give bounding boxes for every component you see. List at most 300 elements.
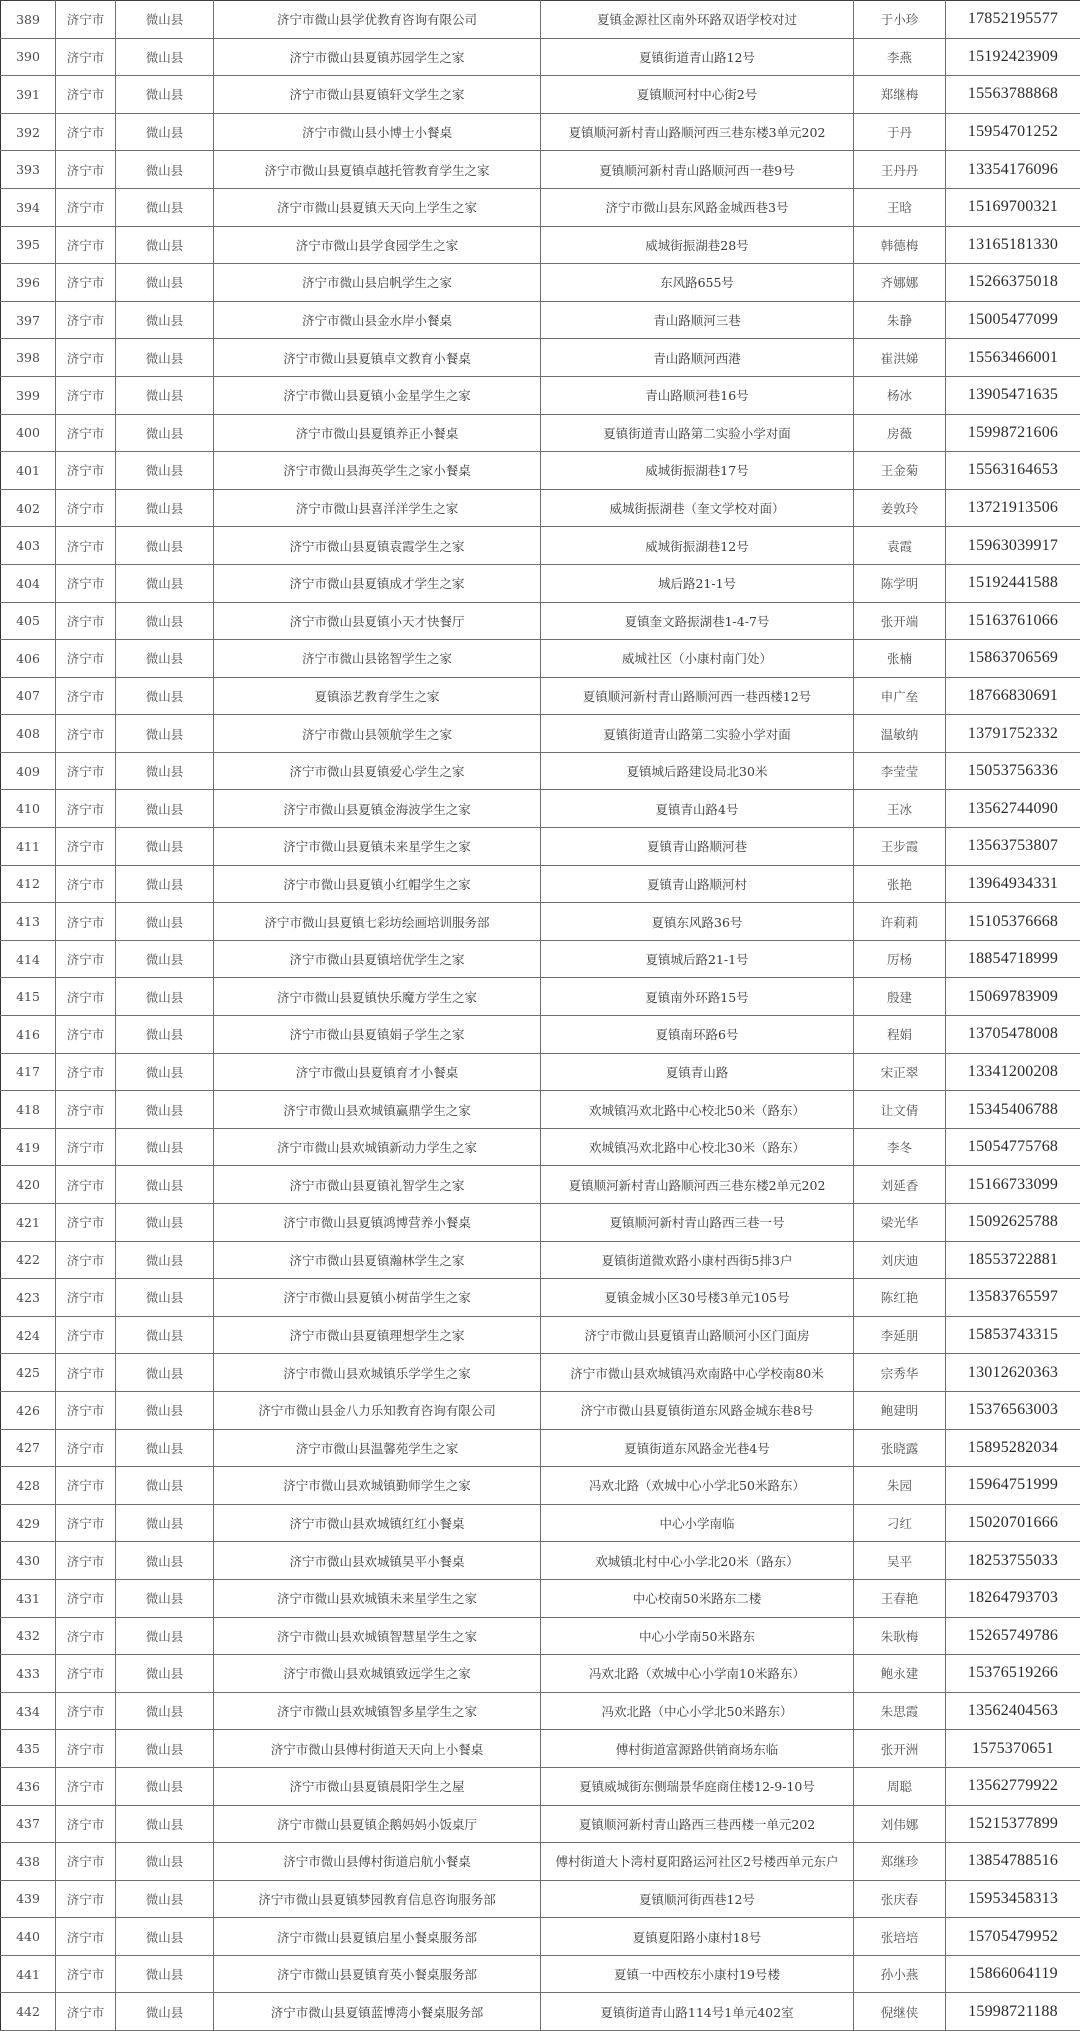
row-number-cell: 426 (1, 1391, 56, 1429)
row-number-cell: 403 (1, 527, 56, 565)
organization-name-cell: 济宁市微山县喜洋洋学生之家 (214, 489, 541, 527)
county-cell: 微山县 (116, 1429, 214, 1467)
organization-name-cell: 济宁市微山县夏镇天天向上学生之家 (214, 188, 541, 226)
phone-cell: 18264793703 (946, 1579, 1080, 1617)
city-cell: 济宁市 (56, 1391, 116, 1429)
organization-name-cell: 济宁市微山县温馨苑学生之家 (214, 1429, 541, 1467)
county-cell: 微山县 (116, 1053, 214, 1091)
organization-name-cell: 济宁市微山县夏镇晨阳学生之屋 (214, 1767, 541, 1805)
contact-person-cell: 朱耿梅 (854, 1617, 946, 1655)
table-row (1, 1241, 1080, 1279)
row-number-cell: 394 (1, 188, 56, 226)
contact-person-cell: 郑继珍 (854, 1843, 946, 1881)
row-number-cell: 402 (1, 489, 56, 527)
contact-person-cell: 倪继侠 (854, 1993, 946, 2031)
phone-cell: 13905471635 (946, 376, 1080, 414)
address-cell: 夏镇顺河新村青山路西三巷西楼一单元202 (541, 1805, 854, 1843)
phone-cell: 13012620363 (946, 1354, 1080, 1392)
contact-person-cell: 让文倩 (854, 1091, 946, 1129)
contact-person-cell: 王晗 (854, 188, 946, 226)
county-cell: 微山县 (116, 640, 214, 678)
contact-person-cell: 陈红艳 (854, 1279, 946, 1317)
row-number-cell: 401 (1, 452, 56, 490)
address-cell: 中心小学南50米路东 (541, 1617, 854, 1655)
county-cell: 微山县 (116, 1279, 214, 1317)
row-number-cell: 413 (1, 903, 56, 941)
phone-cell: 15166733099 (946, 1166, 1080, 1204)
address-cell: 冯欢北路（中心小学北50米路东） (541, 1692, 854, 1730)
row-number-cell: 442 (1, 1993, 56, 2031)
table-row (1, 1880, 1080, 1918)
organization-name-cell: 济宁市微山县夏镇企鹅妈妈小饭桌厅 (214, 1805, 541, 1843)
organization-name-cell: 济宁市微山县领航学生之家 (214, 715, 541, 753)
organization-name-cell: 济宁市微山县夏镇苏园学生之家 (214, 38, 541, 76)
city-cell: 济宁市 (56, 1843, 116, 1881)
address-cell: 济宁市微山县欢城镇冯欢南路中心学校南80米 (541, 1354, 854, 1392)
address-cell: 夏镇东风路36号 (541, 903, 854, 941)
table-row (1, 38, 1080, 76)
table-row (1, 1805, 1080, 1843)
organization-name-cell: 济宁市微山县夏镇卓文教育小餐桌 (214, 339, 541, 377)
contact-person-cell: 陈学明 (854, 564, 946, 602)
organization-name-cell: 济宁市微山县学优教育咨询有限公司 (214, 1, 541, 39)
contact-person-cell: 于丹 (854, 113, 946, 151)
organization-name-cell: 济宁市微山县夏镇瀚林学生之家 (214, 1241, 541, 1279)
city-cell: 济宁市 (56, 38, 116, 76)
county-cell: 微山县 (116, 752, 214, 790)
phone-cell: 15053756336 (946, 752, 1080, 790)
table-row (1, 1504, 1080, 1542)
county-cell: 微山县 (116, 1016, 214, 1054)
city-cell: 济宁市 (56, 828, 116, 866)
phone-cell: 15895282034 (946, 1429, 1080, 1467)
organization-name-cell: 济宁市微山县夏镇梦园教育信息咨询服务部 (214, 1880, 541, 1918)
contact-person-cell: 杨冰 (854, 376, 946, 414)
contact-person-cell: 许莉莉 (854, 903, 946, 941)
county-cell: 微山县 (116, 1354, 214, 1392)
table-row (1, 527, 1080, 565)
county-cell: 微山县 (116, 602, 214, 640)
contact-person-cell: 于小珍 (854, 1, 946, 39)
phone-cell: 13562779922 (946, 1767, 1080, 1805)
phone-cell: 15998721606 (946, 414, 1080, 452)
row-number-cell: 399 (1, 376, 56, 414)
address-cell: 夏镇顺河新村青山路西三巷一号 (541, 1204, 854, 1242)
phone-cell: 15054775768 (946, 1128, 1080, 1166)
phone-cell: 18553722881 (946, 1241, 1080, 1279)
table-row (1, 1767, 1080, 1805)
row-number-cell: 420 (1, 1166, 56, 1204)
organization-name-cell: 济宁市微山县欢城镇红红小餐桌 (214, 1504, 541, 1542)
row-number-cell: 435 (1, 1730, 56, 1768)
table-row (1, 264, 1080, 302)
table-row (1, 978, 1080, 1016)
city-cell: 济宁市 (56, 940, 116, 978)
address-cell: 傅村街道大卜湾村夏阳路运河社区2号楼西单元东户 (541, 1843, 854, 1881)
table-row (1, 113, 1080, 151)
contact-person-cell: 申广垒 (854, 677, 946, 715)
organization-name-cell: 济宁市微山县欢城镇乐学学生之家 (214, 1354, 541, 1392)
county-cell: 微山县 (116, 1993, 214, 2031)
county-cell: 微山县 (116, 1655, 214, 1693)
address-cell: 威城街振湖巷（奎文学校对面） (541, 489, 854, 527)
table-row (1, 1579, 1080, 1617)
table-row (1, 865, 1080, 903)
table-row (1, 1655, 1080, 1693)
city-cell: 济宁市 (56, 489, 116, 527)
row-number-cell: 396 (1, 264, 56, 302)
address-cell: 欢城镇冯欢北路中心校北30米（路东） (541, 1128, 854, 1166)
row-number-cell: 393 (1, 151, 56, 189)
contact-person-cell: 王金菊 (854, 452, 946, 490)
organization-name-cell: 济宁市微山县夏镇卓越托管教育学生之家 (214, 151, 541, 189)
address-cell: 冯欢北路（欢城中心小学北50米路东） (541, 1467, 854, 1505)
address-cell: 夏镇顺河街西巷12号 (541, 1880, 854, 1918)
address-cell: 夏镇顺河新村青山路顺河西一巷9号 (541, 151, 854, 189)
address-cell: 威城街振湖巷17号 (541, 452, 854, 490)
address-cell: 中心校南50米路东二楼 (541, 1579, 854, 1617)
address-cell: 济宁市微山县东风路金城西巷3号 (541, 188, 854, 226)
county-cell: 微山县 (116, 1, 214, 39)
row-number-cell: 425 (1, 1354, 56, 1392)
row-number-cell: 398 (1, 339, 56, 377)
phone-cell: 18766830691 (946, 677, 1080, 715)
organization-name-cell: 济宁市微山县欢城镇智多星学生之家 (214, 1692, 541, 1730)
table-row (1, 828, 1080, 866)
row-number-cell: 404 (1, 564, 56, 602)
city-cell: 济宁市 (56, 1166, 116, 1204)
contact-person-cell: 孙小燕 (854, 1955, 946, 1993)
contact-person-cell: 周聪 (854, 1767, 946, 1805)
contact-person-cell: 王冰 (854, 790, 946, 828)
table-row (1, 640, 1080, 678)
county-cell: 微山县 (116, 1767, 214, 1805)
city-cell: 济宁市 (56, 564, 116, 602)
organization-name-cell: 济宁市微山县铭智学生之家 (214, 640, 541, 678)
table-row (1, 414, 1080, 452)
address-cell: 威城街振湖巷12号 (541, 527, 854, 565)
row-number-cell: 412 (1, 865, 56, 903)
phone-cell: 15105376668 (946, 903, 1080, 941)
organization-name-cell: 济宁市微山县欢城镇赢鼎学生之家 (214, 1091, 541, 1129)
county-cell: 微山县 (116, 1241, 214, 1279)
city-cell: 济宁市 (56, 1429, 116, 1467)
county-cell: 微山县 (116, 1091, 214, 1129)
contact-person-cell: 刘伟娜 (854, 1805, 946, 1843)
organization-name-cell: 济宁市微山县学食园学生之家 (214, 226, 541, 264)
contact-person-cell: 张培培 (854, 1918, 946, 1956)
organization-name-cell: 济宁市微山县欢城镇勤师学生之家 (214, 1467, 541, 1505)
address-cell: 夏镇街道东风路金光巷4号 (541, 1429, 854, 1467)
city-cell: 济宁市 (56, 640, 116, 678)
row-number-cell: 389 (1, 1, 56, 39)
county-cell: 微山县 (116, 1880, 214, 1918)
address-cell: 夏镇南环路6号 (541, 1016, 854, 1054)
city-cell: 济宁市 (56, 1730, 116, 1768)
phone-cell: 15563788868 (946, 76, 1080, 114)
city-cell: 济宁市 (56, 376, 116, 414)
contact-person-cell: 张楠 (854, 640, 946, 678)
address-cell: 威城社区（小康村南门处） (541, 640, 854, 678)
row-number-cell: 428 (1, 1467, 56, 1505)
row-number-cell: 390 (1, 38, 56, 76)
organization-name-cell: 济宁市微山县夏镇小天才快餐厅 (214, 602, 541, 640)
city-cell: 济宁市 (56, 1805, 116, 1843)
table-row (1, 903, 1080, 941)
table-row (1, 1279, 1080, 1317)
city-cell: 济宁市 (56, 715, 116, 753)
table-row (1, 1016, 1080, 1054)
organization-name-cell: 夏镇添艺教育学生之家 (214, 677, 541, 715)
row-number-cell: 424 (1, 1316, 56, 1354)
county-cell: 微山县 (116, 940, 214, 978)
contact-person-cell: 程娟 (854, 1016, 946, 1054)
row-number-cell: 416 (1, 1016, 56, 1054)
table-row (1, 564, 1080, 602)
county-cell: 微山县 (116, 301, 214, 339)
county-cell: 微山县 (116, 489, 214, 527)
county-cell: 微山县 (116, 452, 214, 490)
organization-name-cell: 济宁市微山县夏镇快乐魔方学生之家 (214, 978, 541, 1016)
row-number-cell: 434 (1, 1692, 56, 1730)
contact-person-cell: 宋正翠 (854, 1053, 946, 1091)
contact-person-cell: 朱思霞 (854, 1692, 946, 1730)
table-row (1, 1843, 1080, 1881)
contact-person-cell: 殷建 (854, 978, 946, 1016)
table-row (1, 1955, 1080, 1993)
city-cell: 济宁市 (56, 1241, 116, 1279)
county-cell: 微山县 (116, 715, 214, 753)
county-cell: 微山县 (116, 339, 214, 377)
table-row (1, 339, 1080, 377)
table-row (1, 715, 1080, 753)
city-cell: 济宁市 (56, 865, 116, 903)
contact-person-cell: 崔洪娣 (854, 339, 946, 377)
phone-cell: 15169700321 (946, 188, 1080, 226)
organization-name-cell: 济宁市微山县夏镇理想学生之家 (214, 1316, 541, 1354)
phone-cell: 13354176096 (946, 151, 1080, 189)
address-cell: 城后路21-1号 (541, 564, 854, 602)
city-cell: 济宁市 (56, 1617, 116, 1655)
contact-person-cell: 刁红 (854, 1504, 946, 1542)
row-number-cell: 406 (1, 640, 56, 678)
row-number-cell: 400 (1, 414, 56, 452)
contact-person-cell: 吴平 (854, 1542, 946, 1580)
table-row (1, 602, 1080, 640)
county-cell: 微山县 (116, 1166, 214, 1204)
county-cell: 微山县 (116, 1843, 214, 1881)
roster-body (1, 1, 1080, 2031)
phone-cell: 13562744090 (946, 790, 1080, 828)
table-row (1, 301, 1080, 339)
phone-cell: 13791752332 (946, 715, 1080, 753)
city-cell: 济宁市 (56, 1016, 116, 1054)
organization-name-cell: 济宁市微山县夏镇养正小餐桌 (214, 414, 541, 452)
city-cell: 济宁市 (56, 978, 116, 1016)
address-cell: 傅村街道富源路供销商场东临 (541, 1730, 854, 1768)
county-cell: 微山县 (116, 790, 214, 828)
row-number-cell: 438 (1, 1843, 56, 1881)
row-number-cell: 414 (1, 940, 56, 978)
organization-name-cell: 济宁市微山县夏镇金海波学生之家 (214, 790, 541, 828)
county-cell: 微山县 (116, 1805, 214, 1843)
county-cell: 微山县 (116, 1730, 214, 1768)
city-cell: 济宁市 (56, 264, 116, 302)
row-number-cell: 433 (1, 1655, 56, 1693)
city-cell: 济宁市 (56, 1955, 116, 1993)
city-cell: 济宁市 (56, 113, 116, 151)
phone-cell: 13563753807 (946, 828, 1080, 866)
address-cell: 威城街振湖巷28号 (541, 226, 854, 264)
organization-name-cell: 济宁市微山县夏镇启星小餐桌服务部 (214, 1918, 541, 1956)
table-row (1, 76, 1080, 114)
contact-person-cell: 朱静 (854, 301, 946, 339)
contact-person-cell: 袁霞 (854, 527, 946, 565)
phone-cell: 15376563003 (946, 1391, 1080, 1429)
organization-name-cell: 济宁市微山县欢城镇新动力学生之家 (214, 1128, 541, 1166)
row-number-cell: 432 (1, 1617, 56, 1655)
contact-person-cell: 刘延香 (854, 1166, 946, 1204)
address-cell: 夏镇金源社区南外环路双语学校对过 (541, 1, 854, 39)
row-number-cell: 418 (1, 1091, 56, 1129)
table-row (1, 1128, 1080, 1166)
row-number-cell: 422 (1, 1241, 56, 1279)
phone-cell: 15863706569 (946, 640, 1080, 678)
table-row (1, 1091, 1080, 1129)
organization-name-cell: 济宁市微山县夏镇小红帽学生之家 (214, 865, 541, 903)
row-number-cell: 405 (1, 602, 56, 640)
organization-name-cell: 济宁市微山县夏镇小树苗学生之家 (214, 1279, 541, 1317)
table-row (1, 1617, 1080, 1655)
city-cell: 济宁市 (56, 602, 116, 640)
organization-name-cell: 济宁市微山县傅村街道启航小餐桌 (214, 1843, 541, 1881)
address-cell: 欢城镇北村中心小学北20米（路东） (541, 1542, 854, 1580)
table-row (1, 1053, 1080, 1091)
city-cell: 济宁市 (56, 752, 116, 790)
organization-name-cell: 济宁市微山县夏镇娟子学生之家 (214, 1016, 541, 1054)
city-cell: 济宁市 (56, 1655, 116, 1693)
table-row (1, 1918, 1080, 1956)
organization-name-cell: 济宁市微山县夏镇培优学生之家 (214, 940, 541, 978)
address-cell: 夏镇城后路21-1号 (541, 940, 854, 978)
contact-person-cell: 张艳 (854, 865, 946, 903)
row-number-cell: 417 (1, 1053, 56, 1091)
address-cell: 夏镇街道青山路12号 (541, 38, 854, 76)
organization-name-cell: 济宁市微山县夏镇鸿博营养小餐桌 (214, 1204, 541, 1242)
city-cell: 济宁市 (56, 1053, 116, 1091)
county-cell: 微山县 (116, 527, 214, 565)
city-cell: 济宁市 (56, 1128, 116, 1166)
organization-name-cell: 济宁市微山县金水岸小餐桌 (214, 301, 541, 339)
county-cell: 微山县 (116, 1955, 214, 1993)
organization-name-cell: 济宁市微山县金八力乐知教育咨询有限公司 (214, 1391, 541, 1429)
row-number-cell: 392 (1, 113, 56, 151)
city-cell: 济宁市 (56, 414, 116, 452)
phone-cell: 15163761066 (946, 602, 1080, 640)
table-row (1, 188, 1080, 226)
table-row (1, 226, 1080, 264)
city-cell: 济宁市 (56, 1993, 116, 2031)
table-row (1, 452, 1080, 490)
contact-person-cell: 张开端 (854, 602, 946, 640)
table-row (1, 1692, 1080, 1730)
county-cell: 微山县 (116, 1128, 214, 1166)
table-row (1, 1354, 1080, 1392)
address-cell: 青山路顺河巷16号 (541, 376, 854, 414)
row-number-cell: 391 (1, 76, 56, 114)
contact-person-cell: 郑继梅 (854, 76, 946, 114)
address-cell: 夏镇青山路顺河村 (541, 865, 854, 903)
phone-cell: 15069783909 (946, 978, 1080, 1016)
city-cell: 济宁市 (56, 677, 116, 715)
address-cell: 青山路顺河西港 (541, 339, 854, 377)
organization-name-cell: 济宁市微山县夏镇爱心学生之家 (214, 752, 541, 790)
contact-person-cell: 王步霞 (854, 828, 946, 866)
city-cell: 济宁市 (56, 188, 116, 226)
phone-cell: 15265749786 (946, 1617, 1080, 1655)
contact-person-cell: 韩德梅 (854, 226, 946, 264)
city-cell: 济宁市 (56, 1880, 116, 1918)
organization-name-cell: 济宁市微山县夏镇成才学生之家 (214, 564, 541, 602)
phone-cell: 15953458313 (946, 1880, 1080, 1918)
row-number-cell: 423 (1, 1279, 56, 1317)
table-row (1, 1993, 1080, 2031)
address-cell: 夏镇青山路4号 (541, 790, 854, 828)
address-cell: 夏镇街道微欢路小康村西街5排3户 (541, 1241, 854, 1279)
organization-name-cell: 济宁市微山县启帆学生之家 (214, 264, 541, 302)
row-number-cell: 408 (1, 715, 56, 753)
phone-cell: 15963039917 (946, 527, 1080, 565)
row-number-cell: 441 (1, 1955, 56, 1993)
row-number-cell: 419 (1, 1128, 56, 1166)
phone-cell: 18854718999 (946, 940, 1080, 978)
row-number-cell: 415 (1, 978, 56, 1016)
contact-person-cell: 李燕 (854, 38, 946, 76)
contact-person-cell: 刘庆迪 (854, 1241, 946, 1279)
table-row (1, 940, 1080, 978)
address-cell: 济宁市微山县夏镇街道东风路金城东巷8号 (541, 1391, 854, 1429)
phone-cell: 13341200208 (946, 1053, 1080, 1091)
county-cell: 微山县 (116, 264, 214, 302)
contact-person-cell: 王春艳 (854, 1579, 946, 1617)
organization-name-cell: 济宁市微山县欢城镇智慧星学生之家 (214, 1617, 541, 1655)
address-cell: 夏镇奎文路振湖巷1-4-7号 (541, 602, 854, 640)
city-cell: 济宁市 (56, 452, 116, 490)
county-cell: 微山县 (116, 151, 214, 189)
organization-name-cell: 济宁市微山县傅村街道天天向上小餐桌 (214, 1730, 541, 1768)
county-cell: 微山县 (116, 828, 214, 866)
contact-person-cell: 张庆春 (854, 1880, 946, 1918)
table-row (1, 1166, 1080, 1204)
address-cell: 济宁市微山县夏镇青山路顺河小区门面房 (541, 1316, 854, 1354)
city-cell: 济宁市 (56, 1, 116, 39)
row-number-cell: 410 (1, 790, 56, 828)
city-cell: 济宁市 (56, 1504, 116, 1542)
city-cell: 济宁市 (56, 527, 116, 565)
phone-cell: 15563164653 (946, 452, 1080, 490)
county-cell: 微山县 (116, 1391, 214, 1429)
table-row (1, 489, 1080, 527)
phone-cell: 15020701666 (946, 1504, 1080, 1542)
organization-name-cell: 济宁市微山县欢城镇昊平小餐桌 (214, 1542, 541, 1580)
address-cell: 夏镇南外环路15号 (541, 978, 854, 1016)
organization-name-cell: 济宁市微山县夏镇轩文学生之家 (214, 76, 541, 114)
phone-cell: 1575370651 (946, 1730, 1080, 1768)
address-cell: 青山路顺河三巷 (541, 301, 854, 339)
organization-name-cell: 济宁市微山县夏镇袁霞学生之家 (214, 527, 541, 565)
organization-name-cell: 济宁市微山县夏镇未来星学生之家 (214, 828, 541, 866)
county-cell: 微山县 (116, 1918, 214, 1956)
